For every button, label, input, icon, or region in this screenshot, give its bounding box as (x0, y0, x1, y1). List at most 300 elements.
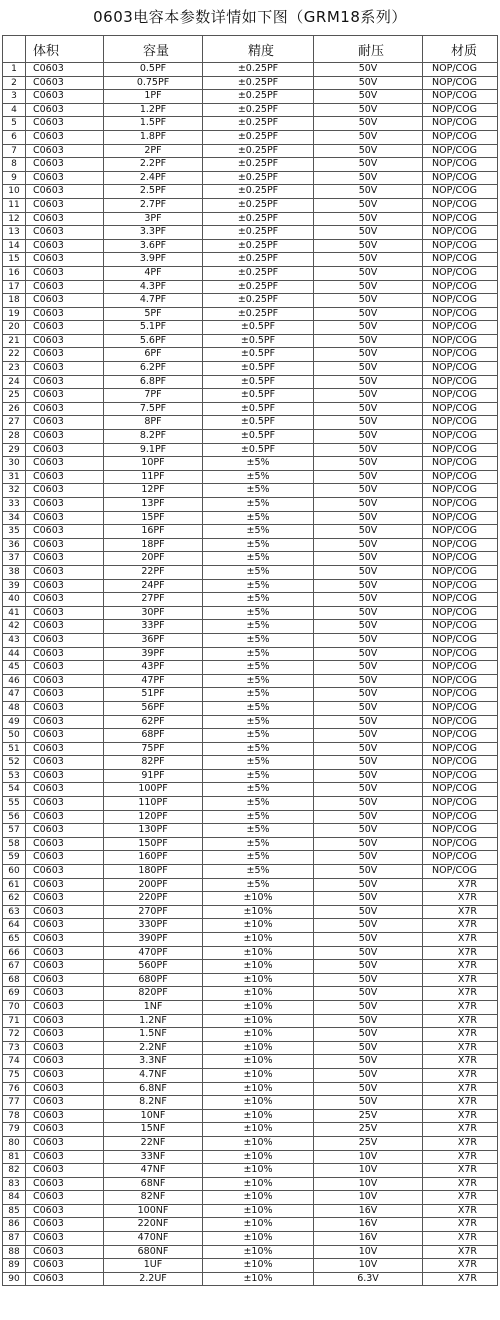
row-index: 78 (3, 1109, 26, 1123)
tolerance-cell: ±0.5PF (203, 362, 314, 376)
capacitance-cell: 15NF (104, 1123, 203, 1137)
table-row (3, 1245, 498, 1259)
tolerance-cell: ±5% (203, 484, 314, 498)
tolerance-cell: ±10% (203, 1150, 314, 1164)
voltage-cell: 50V (314, 117, 423, 131)
voltage-cell: 50V (314, 715, 423, 729)
material-cell: NOP/COG (423, 769, 498, 783)
capacitance-cell: 91PF (104, 769, 203, 783)
package-cell: C0603 (26, 824, 104, 838)
tolerance-cell: ±5% (203, 783, 314, 797)
header-tolerance: 精度 (203, 36, 314, 63)
row-index: 46 (3, 674, 26, 688)
tolerance-cell: ±5% (203, 606, 314, 620)
capacitance-cell: 2PF (104, 144, 203, 158)
package-cell: C0603 (26, 593, 104, 607)
package-cell: C0603 (26, 1123, 104, 1137)
row-index: 12 (3, 212, 26, 226)
material-cell: NOP/COG (423, 715, 498, 729)
tolerance-cell: ±5% (203, 878, 314, 892)
package-cell: C0603 (26, 484, 104, 498)
voltage-cell: 50V (314, 606, 423, 620)
voltage-cell: 50V (314, 266, 423, 280)
package-cell: C0603 (26, 810, 104, 824)
package-cell: C0603 (26, 470, 104, 484)
tolerance-cell: ±10% (203, 1109, 314, 1123)
capacitance-cell: 6.2PF (104, 362, 203, 376)
row-index: 42 (3, 620, 26, 634)
row-index: 90 (3, 1272, 26, 1286)
table-row (3, 837, 498, 851)
voltage-cell: 50V (314, 198, 423, 212)
page-title: 0603电容本参数详情如下图（GRM18系列） (93, 8, 407, 26)
tolerance-cell: ±10% (203, 1028, 314, 1042)
material-cell: NOP/COG (423, 130, 498, 144)
material-cell: NOP/COG (423, 552, 498, 566)
table-row (3, 1259, 498, 1273)
material-cell: NOP/COG (423, 239, 498, 253)
tolerance-cell: ±0.25PF (203, 226, 314, 240)
voltage-cell: 50V (314, 63, 423, 77)
tolerance-cell: ±5% (203, 457, 314, 471)
voltage-cell: 50V (314, 130, 423, 144)
capacitance-cell: 1.5NF (104, 1028, 203, 1042)
table-row (3, 661, 498, 675)
voltage-cell: 50V (314, 1041, 423, 1055)
capacitance-cell: 75PF (104, 742, 203, 756)
voltage-cell: 50V (314, 416, 423, 430)
capacitance-cell: 8.2NF (104, 1096, 203, 1110)
table-row (3, 484, 498, 498)
row-index: 68 (3, 973, 26, 987)
voltage-cell: 50V (314, 90, 423, 104)
table-row (3, 457, 498, 471)
capacitance-cell: 200PF (104, 878, 203, 892)
capacitance-cell: 680PF (104, 973, 203, 987)
voltage-cell: 50V (314, 334, 423, 348)
material-cell: NOP/COG (423, 63, 498, 77)
header-package: 体积 (26, 36, 104, 63)
capacitance-cell: 7PF (104, 389, 203, 403)
voltage-cell: 50V (314, 239, 423, 253)
capacitance-cell: 36PF (104, 633, 203, 647)
voltage-cell: 50V (314, 810, 423, 824)
row-index: 24 (3, 375, 26, 389)
table-row (3, 185, 498, 199)
row-index: 18 (3, 294, 26, 308)
material-cell: X7R (423, 1041, 498, 1055)
row-index: 21 (3, 334, 26, 348)
voltage-cell: 10V (314, 1150, 423, 1164)
material-cell: X7R (423, 1245, 498, 1259)
table-row (3, 593, 498, 607)
tolerance-cell: ±10% (203, 933, 314, 947)
table-row (3, 76, 498, 90)
table-row (3, 266, 498, 280)
voltage-cell: 50V (314, 1028, 423, 1042)
capacitance-cell: 8.2PF (104, 430, 203, 444)
material-cell: NOP/COG (423, 824, 498, 838)
row-index: 60 (3, 865, 26, 879)
capacitance-cell: 33NF (104, 1150, 203, 1164)
voltage-cell: 50V (314, 171, 423, 185)
row-index: 31 (3, 470, 26, 484)
tolerance-cell: ±5% (203, 511, 314, 525)
row-index: 4 (3, 103, 26, 117)
row-index: 26 (3, 402, 26, 416)
voltage-cell: 50V (314, 674, 423, 688)
package-cell: C0603 (26, 76, 104, 90)
tolerance-cell: ±0.5PF (203, 430, 314, 444)
package-cell: C0603 (26, 783, 104, 797)
capacitance-cell: 2.7PF (104, 198, 203, 212)
capacitance-cell: 390PF (104, 933, 203, 947)
tolerance-cell: ±5% (203, 552, 314, 566)
material-cell: X7R (423, 960, 498, 974)
row-index: 74 (3, 1055, 26, 1069)
row-index: 72 (3, 1028, 26, 1042)
tolerance-cell: ±10% (203, 1259, 314, 1273)
capacitance-cell: 3PF (104, 212, 203, 226)
material-cell: NOP/COG (423, 661, 498, 675)
table-row (3, 239, 498, 253)
package-cell: C0603 (26, 973, 104, 987)
package-cell: C0603 (26, 171, 104, 185)
row-index: 84 (3, 1191, 26, 1205)
table-row (3, 783, 498, 797)
material-cell: X7R (423, 1191, 498, 1205)
row-index: 75 (3, 1068, 26, 1082)
row-index: 48 (3, 701, 26, 715)
tolerance-cell: ±0.25PF (203, 198, 314, 212)
row-index: 23 (3, 362, 26, 376)
package-cell: C0603 (26, 457, 104, 471)
material-cell: NOP/COG (423, 579, 498, 593)
material-cell: X7R (423, 1000, 498, 1014)
table-row (3, 430, 498, 444)
voltage-cell: 25V (314, 1109, 423, 1123)
package-cell: C0603 (26, 185, 104, 199)
material-cell: NOP/COG (423, 783, 498, 797)
capacitance-cell: 62PF (104, 715, 203, 729)
voltage-cell: 50V (314, 1068, 423, 1082)
row-index: 25 (3, 389, 26, 403)
material-cell: NOP/COG (423, 620, 498, 634)
capacitance-cell: 470PF (104, 946, 203, 960)
table-header-row (3, 36, 498, 63)
voltage-cell: 50V (314, 688, 423, 702)
package-cell: C0603 (26, 1068, 104, 1082)
capacitance-cell: 160PF (104, 851, 203, 865)
table-row (3, 946, 498, 960)
row-index: 34 (3, 511, 26, 525)
row-index: 6 (3, 130, 26, 144)
table-row (3, 647, 498, 661)
capacitance-cell: 4.3PF (104, 280, 203, 294)
table-row (3, 987, 498, 1001)
tolerance-cell: ±5% (203, 565, 314, 579)
package-cell: C0603 (26, 1136, 104, 1150)
capacitance-cell: 150PF (104, 837, 203, 851)
table-row (3, 103, 498, 117)
capacitance-cell: 4.7NF (104, 1068, 203, 1082)
voltage-cell: 50V (314, 389, 423, 403)
tolerance-cell: ±0.25PF (203, 76, 314, 90)
tolerance-cell: ±0.25PF (203, 130, 314, 144)
voltage-cell: 50V (314, 552, 423, 566)
package-cell: C0603 (26, 1259, 104, 1273)
row-index: 27 (3, 416, 26, 430)
voltage-cell: 50V (314, 865, 423, 879)
table-row (3, 933, 498, 947)
capacitance-cell: 56PF (104, 701, 203, 715)
tolerance-cell: ±0.25PF (203, 90, 314, 104)
package-cell: C0603 (26, 865, 104, 879)
package-cell: C0603 (26, 987, 104, 1001)
table-row (3, 1109, 498, 1123)
capacitance-cell: 3.3NF (104, 1055, 203, 1069)
capacitance-cell: 1.2PF (104, 103, 203, 117)
row-index: 64 (3, 919, 26, 933)
tolerance-cell: ±10% (203, 1068, 314, 1082)
table-row (3, 117, 498, 131)
capacitance-cell: 11PF (104, 470, 203, 484)
tolerance-cell: ±0.25PF (203, 253, 314, 267)
table-row (3, 1014, 498, 1028)
material-cell: NOP/COG (423, 294, 498, 308)
table-row (3, 973, 498, 987)
row-index: 86 (3, 1218, 26, 1232)
material-cell: X7R (423, 946, 498, 960)
capacitance-cell: 3.9PF (104, 253, 203, 267)
row-index: 57 (3, 824, 26, 838)
tolerance-cell: ±5% (203, 851, 314, 865)
tolerance-cell: ±10% (203, 1272, 314, 1286)
voltage-cell: 50V (314, 103, 423, 117)
package-cell: C0603 (26, 1150, 104, 1164)
tolerance-cell: ±10% (203, 1232, 314, 1246)
row-index: 11 (3, 198, 26, 212)
voltage-cell: 50V (314, 402, 423, 416)
package-cell: C0603 (26, 919, 104, 933)
package-cell: C0603 (26, 1096, 104, 1110)
capacitance-cell: 130PF (104, 824, 203, 838)
tolerance-cell: ±0.25PF (203, 103, 314, 117)
voltage-cell: 50V (314, 797, 423, 811)
capacitance-cell: 1NF (104, 1000, 203, 1014)
material-cell: NOP/COG (423, 144, 498, 158)
capacitance-cell: 560PF (104, 960, 203, 974)
row-index: 52 (3, 756, 26, 770)
row-index: 3 (3, 90, 26, 104)
tolerance-cell: ±10% (203, 1177, 314, 1191)
row-index: 80 (3, 1136, 26, 1150)
voltage-cell: 50V (314, 525, 423, 539)
voltage-cell: 50V (314, 960, 423, 974)
material-cell: X7R (423, 1164, 498, 1178)
voltage-cell: 50V (314, 579, 423, 593)
row-index: 16 (3, 266, 26, 280)
row-index: 14 (3, 239, 26, 253)
table-row (3, 307, 498, 321)
voltage-cell: 50V (314, 144, 423, 158)
package-cell: C0603 (26, 226, 104, 240)
table-row (3, 620, 498, 634)
capacitance-cell: 220PF (104, 892, 203, 906)
header-voltage: 耐压 (314, 36, 423, 63)
capacitance-cell: 0.5PF (104, 63, 203, 77)
material-cell: X7R (423, 1096, 498, 1110)
package-cell: C0603 (26, 633, 104, 647)
material-cell: X7R (423, 1136, 498, 1150)
row-index: 13 (3, 226, 26, 240)
row-index: 54 (3, 783, 26, 797)
package-cell: C0603 (26, 239, 104, 253)
table-row (3, 1177, 498, 1191)
package-cell: C0603 (26, 579, 104, 593)
material-cell: NOP/COG (423, 797, 498, 811)
package-cell: C0603 (26, 130, 104, 144)
capacitance-cell: 16PF (104, 525, 203, 539)
material-cell: X7R (423, 1272, 498, 1286)
material-cell: NOP/COG (423, 511, 498, 525)
package-cell: C0603 (26, 620, 104, 634)
capacitance-cell: 100NF (104, 1204, 203, 1218)
voltage-cell: 25V (314, 1136, 423, 1150)
table-row (3, 470, 498, 484)
voltage-cell: 16V (314, 1218, 423, 1232)
package-cell: C0603 (26, 90, 104, 104)
table-row (3, 810, 498, 824)
tolerance-cell: ±10% (203, 1164, 314, 1178)
row-index: 9 (3, 171, 26, 185)
tolerance-cell: ±5% (203, 620, 314, 634)
tolerance-cell: ±10% (203, 1218, 314, 1232)
tolerance-cell: ±0.25PF (203, 266, 314, 280)
row-index: 32 (3, 484, 26, 498)
voltage-cell: 50V (314, 593, 423, 607)
voltage-cell: 50V (314, 878, 423, 892)
material-cell: NOP/COG (423, 90, 498, 104)
row-index: 85 (3, 1204, 26, 1218)
row-index: 50 (3, 729, 26, 743)
package-cell: C0603 (26, 253, 104, 267)
package-cell: C0603 (26, 1082, 104, 1096)
table-row (3, 824, 498, 838)
row-index: 28 (3, 430, 26, 444)
tolerance-cell: ±5% (203, 525, 314, 539)
table-row (3, 606, 498, 620)
row-index: 82 (3, 1164, 26, 1178)
row-index: 69 (3, 987, 26, 1001)
tolerance-cell: ±5% (203, 769, 314, 783)
package-cell: C0603 (26, 430, 104, 444)
package-cell: C0603 (26, 756, 104, 770)
table-row (3, 144, 498, 158)
capacitance-cell: 15PF (104, 511, 203, 525)
row-index: 17 (3, 280, 26, 294)
capacitance-cell: 100PF (104, 783, 203, 797)
material-cell: NOP/COG (423, 606, 498, 620)
material-cell: NOP/COG (423, 103, 498, 117)
table-row (3, 892, 498, 906)
row-index: 63 (3, 905, 26, 919)
row-index: 38 (3, 565, 26, 579)
row-index: 35 (3, 525, 26, 539)
row-index: 22 (3, 348, 26, 362)
table-row (3, 960, 498, 974)
table-row (3, 158, 498, 172)
row-index: 33 (3, 498, 26, 512)
material-cell: NOP/COG (423, 865, 498, 879)
voltage-cell: 50V (314, 280, 423, 294)
voltage-cell: 50V (314, 742, 423, 756)
package-cell: C0603 (26, 375, 104, 389)
table-row (3, 130, 498, 144)
capacitance-cell: 10NF (104, 1109, 203, 1123)
material-cell: NOP/COG (423, 498, 498, 512)
tolerance-cell: ±10% (203, 1000, 314, 1014)
material-cell: X7R (423, 1109, 498, 1123)
capacitance-cell: 27PF (104, 593, 203, 607)
tolerance-cell: ±5% (203, 674, 314, 688)
row-index: 40 (3, 593, 26, 607)
package-cell: C0603 (26, 892, 104, 906)
voltage-cell: 10V (314, 1164, 423, 1178)
package-cell: C0603 (26, 334, 104, 348)
material-cell: NOP/COG (423, 280, 498, 294)
package-cell: C0603 (26, 63, 104, 77)
table-row (3, 756, 498, 770)
package-cell: C0603 (26, 321, 104, 335)
table-row (3, 525, 498, 539)
package-cell: C0603 (26, 674, 104, 688)
package-cell: C0603 (26, 851, 104, 865)
row-index: 1 (3, 63, 26, 77)
voltage-cell: 50V (314, 892, 423, 906)
capacitance-cell: 6.8PF (104, 375, 203, 389)
row-index: 76 (3, 1082, 26, 1096)
capacitance-cell: 22NF (104, 1136, 203, 1150)
table-row (3, 511, 498, 525)
voltage-cell: 50V (314, 565, 423, 579)
row-index: 43 (3, 633, 26, 647)
capacitance-cell: 2.2UF (104, 1272, 203, 1286)
table-row (3, 1000, 498, 1014)
voltage-cell: 50V (314, 470, 423, 484)
package-cell: C0603 (26, 348, 104, 362)
material-cell: X7R (423, 1028, 498, 1042)
tolerance-cell: ±0.5PF (203, 389, 314, 403)
material-cell: NOP/COG (423, 307, 498, 321)
material-cell: NOP/COG (423, 729, 498, 743)
material-cell: NOP/COG (423, 348, 498, 362)
table-row (3, 334, 498, 348)
table-row (3, 212, 498, 226)
row-index: 19 (3, 307, 26, 321)
material-cell: NOP/COG (423, 198, 498, 212)
row-index: 65 (3, 933, 26, 947)
table-row (3, 1164, 498, 1178)
tolerance-cell: ±10% (203, 1096, 314, 1110)
package-cell: C0603 (26, 443, 104, 457)
material-cell: X7R (423, 1259, 498, 1273)
package-cell: C0603 (26, 647, 104, 661)
table-row (3, 1272, 498, 1286)
tolerance-cell: ±10% (203, 946, 314, 960)
table-row (3, 498, 498, 512)
tolerance-cell: ±5% (203, 756, 314, 770)
